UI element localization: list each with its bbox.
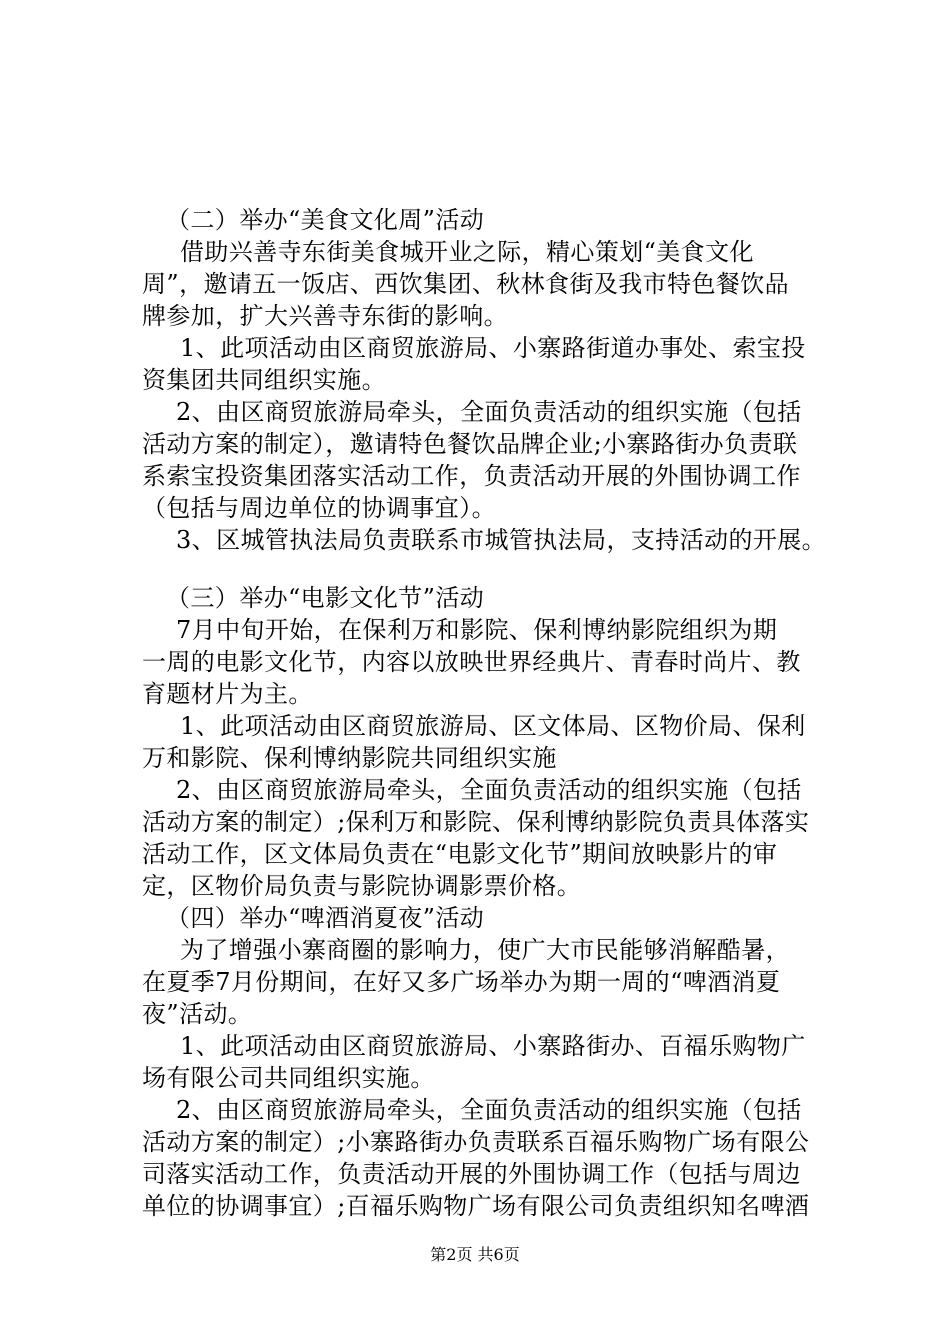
- text-line: （三）举办“电影文化节”活动: [166, 584, 485, 612]
- text-line: 定，区物价局负责与影院协调影票价格。: [142, 872, 582, 900]
- text-line: 为了增强小寨商圈的影响力，使广大市民能够消解酷暑，: [180, 936, 790, 964]
- page-number-label: 第2页 共6页: [430, 1245, 520, 1264]
- text-line: 2、由区商贸旅游局牵头，全面负责活动的组织实施（包括: [176, 776, 802, 804]
- text-line: （四）举办“啤酒消夏夜”活动: [166, 904, 485, 932]
- text-line: 1、此项活动由区商贸旅游局、区文体局、区物价局、保利: [180, 712, 806, 740]
- paragraph: [142, 710, 862, 774]
- text-line: 周”，邀请五一饭店、西饮集团、秋林食街及我市特色餐饮品: [142, 270, 790, 298]
- paragraph: [142, 236, 862, 332]
- paragraph: [142, 902, 862, 934]
- text-line: 2、由区商贸旅游局牵头，全面负责活动的组织实施（包括: [176, 398, 802, 426]
- text-line: 1、此项活动由区商贸旅游局、小寨路街道办事处、索宝投: [180, 334, 806, 362]
- text-line: 司落实活动工作，负责活动开展的外围协调工作（包括与周边: [142, 1160, 801, 1188]
- text-line: 夜”活动。: [142, 1000, 253, 1028]
- paragraph: [142, 614, 862, 710]
- text-line: 活动方案的制定），邀请特色餐饮品牌企业;小寨路街办负责联: [142, 430, 798, 458]
- document-body: [142, 204, 862, 1222]
- text-line: 活动方案的制定）;保利万和影院、保利博纳影院负责具体落实: [142, 808, 810, 836]
- text-line: 单位的协调事宜）;百福乐购物广场有限公司负责组织知名啤酒: [142, 1192, 810, 1220]
- paragraph: [142, 934, 862, 1030]
- paragraph: [142, 332, 862, 396]
- text-line: （二）举办“美食文化周”活动: [166, 206, 485, 234]
- paragraph: [142, 774, 862, 902]
- text-line: 3、区城管执法局负责联系市城管执法局，支持活动的开展。: [176, 526, 827, 554]
- text-line: 资集团共同组织实施。: [142, 366, 386, 394]
- text-line: （包括与周边单位的协调事宜）。: [142, 494, 496, 522]
- text-line: 万和影院、保利博纳影院共同组织实施: [142, 744, 557, 772]
- text-line: 一周的电影文化节，内容以放映世界经典片、青春时尚片、教: [142, 648, 801, 676]
- text-line: 7月中旬开始，在保利万和影院、保利博纳影院组织为期: [176, 616, 778, 644]
- text-line: 牌参加，扩大兴善寺东街的影响。: [142, 302, 508, 330]
- paragraph: [142, 1030, 862, 1094]
- text-line: 2、由区商贸旅游局牵头，全面负责活动的组织实施（包括: [176, 1096, 802, 1124]
- paragraph: [142, 396, 862, 524]
- text-line: 育题材片为主。: [142, 680, 313, 708]
- paragraph: [142, 204, 862, 236]
- text-line: 在夏季7月份期间，在好又多广场举办为期一周的“啤酒消夏: [142, 968, 781, 996]
- text-line: 活动工作，区文体局负责在“电影文化节”期间放映影片的审: [142, 840, 778, 868]
- text-line: 活动方案的制定）;小寨路街办负责联系百福乐购物广场有限公: [142, 1128, 810, 1156]
- paragraph-spacer: [142, 556, 862, 582]
- page-footer: [0, 1245, 950, 1265]
- paragraph: [142, 1094, 862, 1222]
- text-line: 借助兴善寺东街美食城开业之际，精心策划“美食文化: [180, 238, 754, 266]
- text-line: 系索宝投资集团落实活动工作，负责活动开展的外围协调工作: [142, 462, 801, 490]
- paragraph: [142, 582, 862, 614]
- text-line: 1、此项活动由区商贸旅游局、小寨路街办、百福乐购物广: [180, 1032, 806, 1060]
- text-line: 场有限公司共同组织实施。: [142, 1064, 435, 1092]
- paragraph: [142, 524, 862, 556]
